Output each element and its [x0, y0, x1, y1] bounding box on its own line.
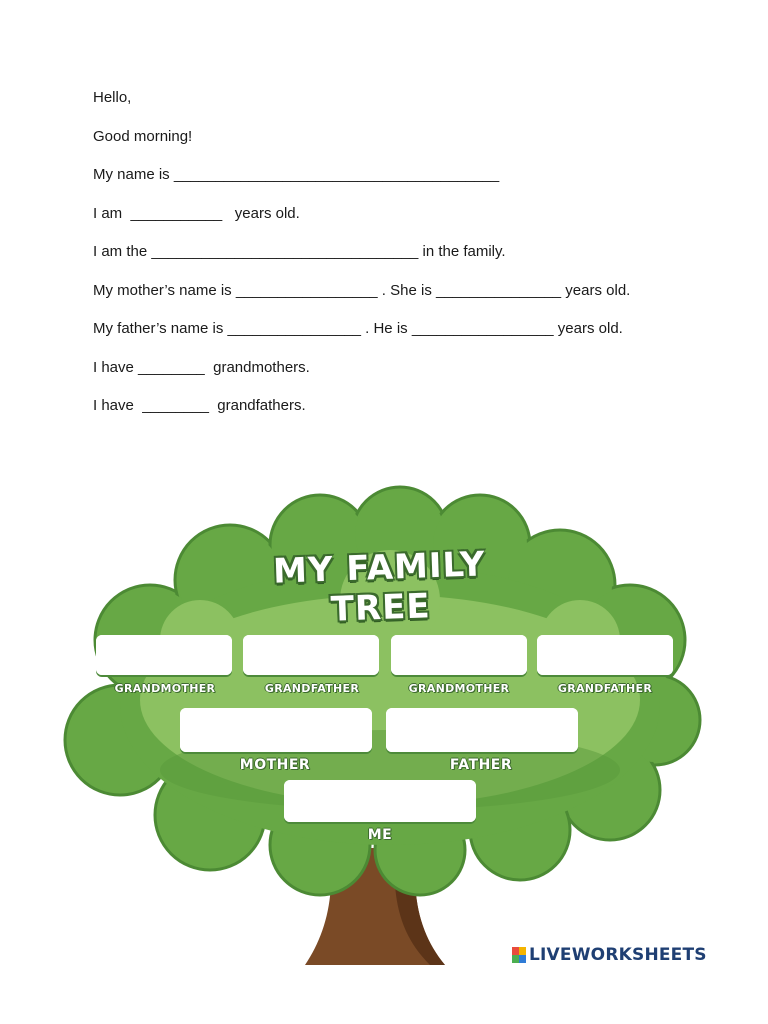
- grandfather-right-box[interactable]: [537, 635, 673, 675]
- label-father: FATHER: [449, 757, 513, 773]
- label-mother: MOTHER: [239, 757, 311, 773]
- label-grandfather-left: GRANDFATHER: [264, 682, 360, 695]
- grandfather-left-box[interactable]: [243, 635, 379, 675]
- greeting-line: Hello,: [93, 89, 132, 106]
- family-tree-title: MY FAMILY TREE: [272, 544, 487, 630]
- age-line: I am ___________ years old.: [93, 204, 300, 222]
- me-box[interactable]: [284, 780, 476, 822]
- liveworksheets-mark-icon: [512, 947, 526, 963]
- label-grandmother-left: GRANDMOTHER: [114, 682, 216, 695]
- family-role-line: I am the ________________________________ in the family.: [93, 243, 506, 260]
- father-line: My father’s name is ________________ . He is _________________ years old.: [93, 320, 623, 337]
- grandmother-right-box[interactable]: [391, 635, 527, 675]
- mother-line: My mother’s name is _________________ . She is _______________ years old.: [93, 281, 631, 299]
- grandfathers-line: I have ________ grandfathers.: [93, 397, 306, 414]
- liveworksheets-wordmark: LIVEWORKSHEETS: [529, 945, 707, 965]
- grandmother-left-box[interactable]: [96, 635, 232, 675]
- grandmothers-line: I have ________ grandmothers.: [93, 358, 310, 376]
- label-grandfather-right: GRANDFATHER: [557, 682, 653, 695]
- name-line: My name is _______________________________________: [93, 166, 500, 183]
- mother-box[interactable]: [180, 708, 372, 752]
- label-grandmother-right: GRANDMOTHER: [408, 682, 510, 695]
- label-me: ME: [367, 827, 393, 843]
- liveworksheets-logo: [512, 945, 707, 965]
- father-box[interactable]: [386, 708, 578, 752]
- good-morning-line: Good morning!: [93, 127, 193, 145]
